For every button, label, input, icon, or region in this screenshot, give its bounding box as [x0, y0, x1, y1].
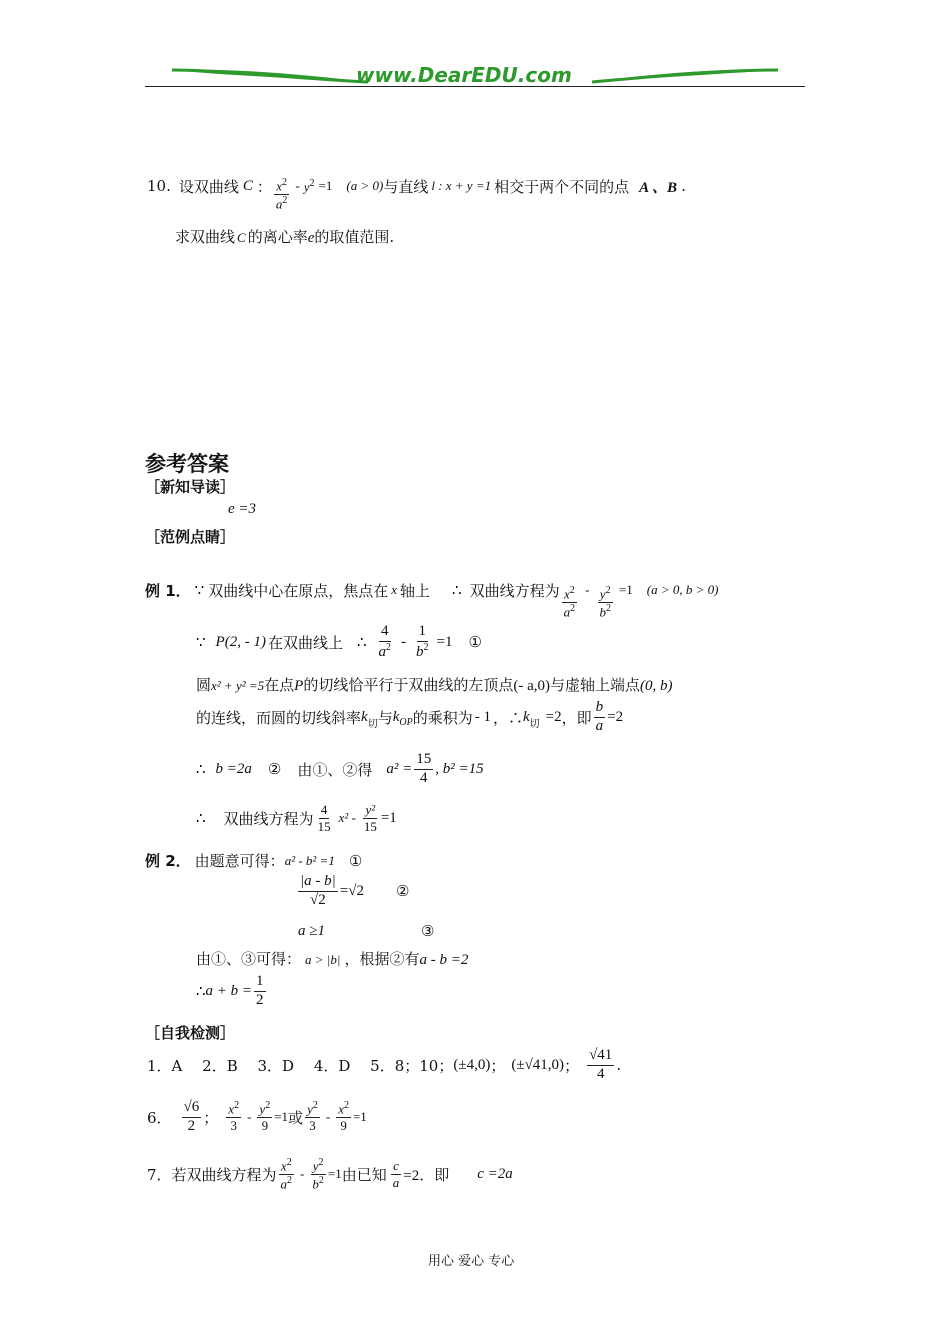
q10-text3: 相交于两个不同的点 [494, 177, 630, 196]
ex2-line2: $\frac{|a - b|}{√2}$ =√2 ② [300, 873, 410, 908]
ex1-line5: ∴ b =2a ② 由①、②得 a² = $\frac{15}{4}$ , b² =15 [196, 751, 484, 786]
sc-line2: 6． $\frac{√6}{2}$ ； $\frac{x^2}{3}$ - $\frac{y^2}{9}$ =1 或 $\frac{y^2}{3}$ - $\frac{x^2}{9}$ =1 [147, 1099, 367, 1134]
ex2-line1: 例 2． 由题意可得： a² - b² =1 ① [145, 851, 363, 870]
q10-line2: 求双曲线 C 的离心率e的取值范围. [175, 228, 395, 246]
header-swoosh-left [170, 64, 370, 86]
ex1-line3: 圆x² + y² =5在点P的切线恰平行于双曲线的左顶点(- a,0)与虚轴上端点(0, b) [196, 676, 673, 694]
ex1-line2: ∵ P(2, - 1) 在双曲线上 ∴ $\frac{4}{a^2}$ - $\frac{1}{b^2}$ =1 ① [196, 623, 482, 660]
ex1-line4: 的连线，而圆的切线斜率 k $_切$ 与 k $_{OP}$ 的乘积为 - 1 ，∴ k $_切$ =2 ，即 $\frac{b}{a}$ =2 [196, 699, 624, 734]
footer: 用心 爱心 专心 [428, 1254, 515, 1269]
q10-line1: 10. 设双曲线 C ： $\frac{x^2}{a^2}$ - $y^2$ =1 (a > 0) 与直线 l : x + y =1 相交于两个不同的点 A 、B . [147, 177, 686, 212]
ex1-line1: 例 1． ∵ 双曲线中心在原点，焦点在 x 轴上 ∴ 双曲线方程为 $\frac{x^2}{a^2}$ - $\frac{y^2}{b^2}$ =1 (a > 0, b > 0) [145, 581, 719, 620]
ex2-line4: 由①、③可得： a > |b| ，根据②有a - b =2 [196, 950, 469, 968]
answers-title: 参考答案 [145, 452, 229, 476]
ex2-line3: a ≥1 ③ [298, 922, 435, 940]
header-brand: www.DearEDU.com [356, 63, 572, 87]
q10-line: l : x + y =1 [431, 178, 492, 194]
q10-C: C [242, 177, 253, 194]
section-xinzhi: ［新知导读］ [145, 478, 236, 496]
e-answer: e =3 [228, 501, 257, 517]
ex2-line5: ∴ a + b = $\frac{1}{2}$ [196, 973, 264, 1008]
sc-line3: 7．若双曲线方程为 $\frac{x^2}{a^2}$ - $\frac{y^2}{b^2}$ =1 由已知 $\frac{c}{a}$ =2．即 c =2a [147, 1157, 513, 1192]
section-zijian: ［自我检测］ [145, 1024, 236, 1042]
header-swoosh-right [590, 64, 780, 86]
q10-colon: ： [256, 177, 272, 196]
sc-line1: 1．A 2．B 3．D 4．D 5．8；10； (±4,0) ； (±√41,0) ； $\frac{√41}{4}$ . [147, 1047, 622, 1082]
ex1-line6: ∴ 双曲线方程为 $\frac{4}{15}$ x² - $\frac{\text{y²}}{15}$ =1 [196, 802, 397, 834]
section-fanli: ［范例点睛］ [145, 528, 236, 546]
q10-text2: 与直线 [383, 177, 429, 196]
q10-AB: A 、B [639, 179, 678, 196]
q10-text1: 设双曲线 [178, 177, 239, 196]
q10-number: 10. [147, 177, 171, 196]
q10-frac: $\frac{x^2}{a^2}$ [275, 177, 288, 212]
